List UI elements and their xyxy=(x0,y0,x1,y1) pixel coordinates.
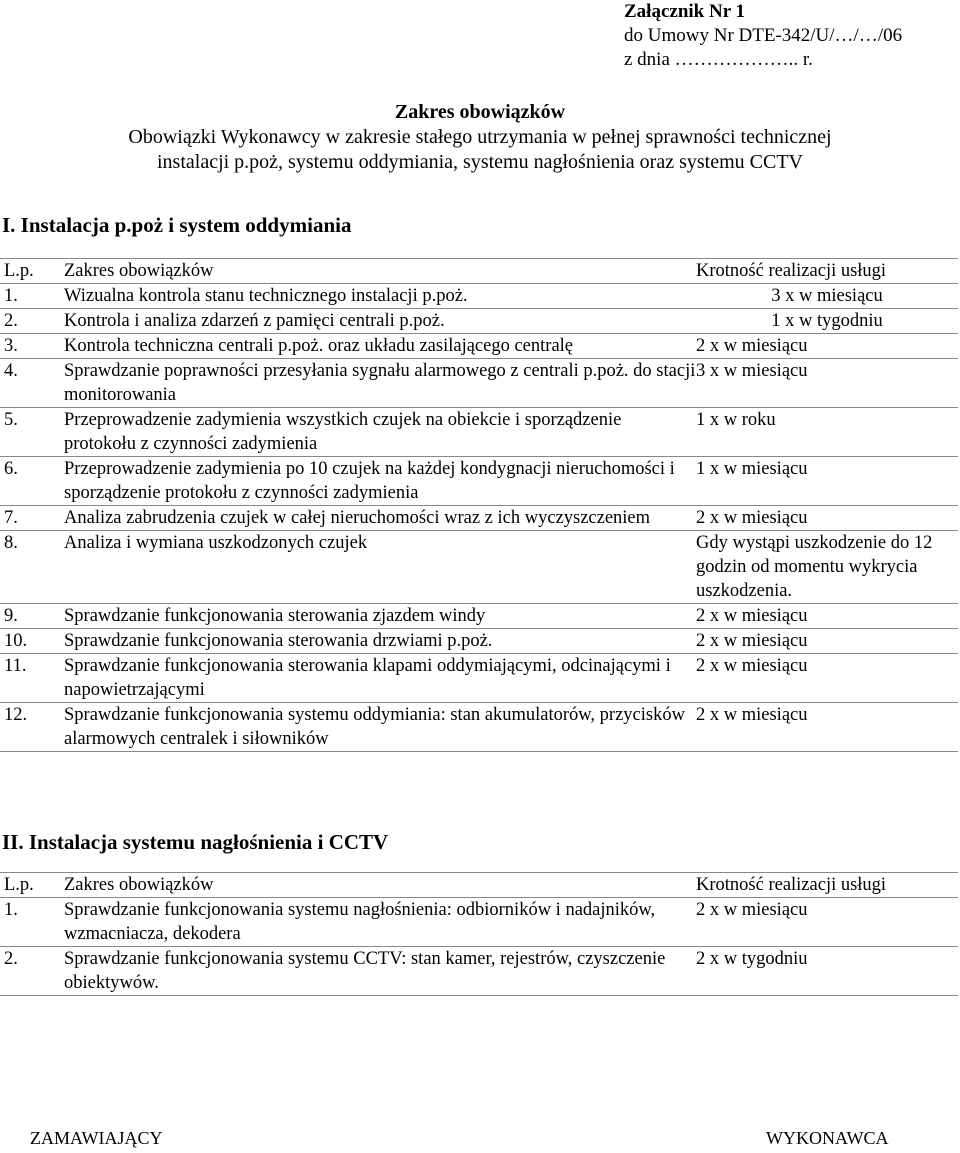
section2-table xyxy=(0,872,958,996)
row-frequency: 3 x w miesiącu xyxy=(696,359,958,408)
annex-title: Załącznik Nr 1 xyxy=(624,1,746,22)
row-frequency: 2 x w miesiącu xyxy=(696,604,958,629)
row-description: Kontrola i analiza zdarzeń z pamięci centrali p.poż. xyxy=(64,309,696,334)
row-frequency: 2 x w miesiącu xyxy=(696,654,958,703)
row-number: 1. xyxy=(0,284,64,309)
row-number: 2. xyxy=(0,309,64,334)
row-frequency: 2 x w miesiącu xyxy=(696,506,958,531)
row-number: 7. xyxy=(0,506,64,531)
row-frequency: 3 x w miesiącu xyxy=(696,284,958,309)
row-description: Sprawdzanie funkcjonowania sterowania klapami oddymiającymi, odcinającymi i napowietrzającymi xyxy=(64,654,696,703)
table-row xyxy=(0,334,958,359)
column-header-scope: Zakres obowiązków xyxy=(64,873,696,898)
row-frequency: 2 x w miesiącu xyxy=(696,629,958,654)
row-description: Wizualna kontrola stanu technicznego instalacji p.poż. xyxy=(64,284,696,309)
row-description: Sprawdzanie funkcjonowania sterowania zjazdem windy xyxy=(64,604,696,629)
row-number: 5. xyxy=(0,408,64,457)
row-description: Kontrola techniczna centrali p.poż. oraz układu zasilającego centralę xyxy=(64,334,696,359)
row-number: 3. xyxy=(0,334,64,359)
row-number: 1. xyxy=(0,898,64,947)
row-frequency: 1 x w tygodniu xyxy=(696,309,958,334)
table-row xyxy=(0,898,958,947)
annex-date: z dnia ……………….. r. xyxy=(624,49,813,70)
table-row xyxy=(0,654,958,703)
row-frequency: 2 x w tygodniu xyxy=(696,947,958,996)
table-header-row xyxy=(0,873,958,898)
row-description: Sprawdzanie poprawności przesyłania sygnału alarmowego z centrali p.poż. do stacji monitorowania xyxy=(64,359,696,408)
row-description: Sprawdzanie funkcjonowania sterowania drzwiami p.poż. xyxy=(64,629,696,654)
row-frequency: 1 x w roku xyxy=(696,408,958,457)
annex-header xyxy=(624,0,902,72)
section1-heading: I. Instalacja p.poż i system oddymiania xyxy=(2,213,352,237)
row-description: Przeprowadzenie zadymienia wszystkich czujek na obiekcie i sporządzenie protokołu z czynności zadymienia xyxy=(64,408,696,457)
row-description: Sprawdzanie funkcjonowania systemu CCTV: stan kamer, rejestrów, czyszczenie obiektywów. xyxy=(64,947,696,996)
row-number: 9. xyxy=(0,604,64,629)
table-row xyxy=(0,309,958,334)
row-frequency: Gdy wystąpi uszkodzenie do 12 godzin od momentu wykrycia uszkodzenia. xyxy=(696,531,958,604)
column-header-frequency: Krotność realizacji usługi xyxy=(696,259,958,284)
table-row xyxy=(0,284,958,309)
row-number: 6. xyxy=(0,457,64,506)
section2-heading: II. Instalacja systemu nagłośnienia i CCTV xyxy=(2,830,389,854)
row-description: Przeprowadzenie zadymienia po 10 czujek na każdej kondygnacji nieruchomości i sporządzenie protokołu z czynności zadymienia xyxy=(64,457,696,506)
row-frequency: 2 x w miesiącu xyxy=(696,703,958,752)
signature-ordering-party: ZAMAWIAJĄCY xyxy=(30,1128,163,1148)
column-header-frequency: Krotność realizacji usługi xyxy=(696,873,958,898)
row-number: 4. xyxy=(0,359,64,408)
row-description: Analiza zabrudzenia czujek w całej nieruchomości wraz z ich wyczyszczeniem xyxy=(64,506,696,531)
row-number: 8. xyxy=(0,531,64,604)
document-subtitle-line1: Obowiązki Wykonawcy w zakresie stałego utrzymania w pełnej sprawności technicznej xyxy=(128,126,832,148)
column-header-number: L.p. xyxy=(0,873,64,898)
row-number: 2. xyxy=(0,947,64,996)
signature-contractor: WYKONAWCA xyxy=(766,1128,889,1148)
row-description: Sprawdzanie funkcjonowania systemu nagłośnienia: odbiorników i nadajników, wzmacniacza, dekodera xyxy=(64,898,696,947)
annex-contract-number: do Umowy Nr DTE-342/U/…/…/06 xyxy=(624,25,903,46)
document-title-block xyxy=(0,100,960,175)
table-row xyxy=(0,457,958,506)
table-row xyxy=(0,947,958,996)
table-row xyxy=(0,629,958,654)
row-number: 12. xyxy=(0,703,64,752)
document-subtitle-line2: instalacji p.poż, systemu oddymiania, systemu nagłośnienia oraz systemu CCTV xyxy=(156,151,803,173)
table-row xyxy=(0,703,958,752)
table-row xyxy=(0,604,958,629)
row-frequency: 2 x w miesiącu xyxy=(696,898,958,947)
table-row xyxy=(0,359,958,408)
section1-table xyxy=(0,258,958,752)
column-header-scope: Zakres obowiązków xyxy=(64,259,696,284)
document-title: Zakres obowiązków xyxy=(394,101,566,123)
table-row xyxy=(0,506,958,531)
table-row xyxy=(0,531,958,604)
row-frequency: 2 x w miesiącu xyxy=(696,334,958,359)
row-number: 10. xyxy=(0,629,64,654)
row-number: 11. xyxy=(0,654,64,703)
row-frequency: 1 x w miesiącu xyxy=(696,457,958,506)
row-description: Analiza i wymiana uszkodzonych czujek xyxy=(64,531,696,604)
table-row xyxy=(0,408,958,457)
column-header-number: L.p. xyxy=(0,259,64,284)
row-description: Sprawdzanie funkcjonowania systemu oddymiania: stan akumulatorów, przycisków alarmowych centralek i siłowników xyxy=(64,703,696,752)
table-header-row xyxy=(0,259,958,284)
